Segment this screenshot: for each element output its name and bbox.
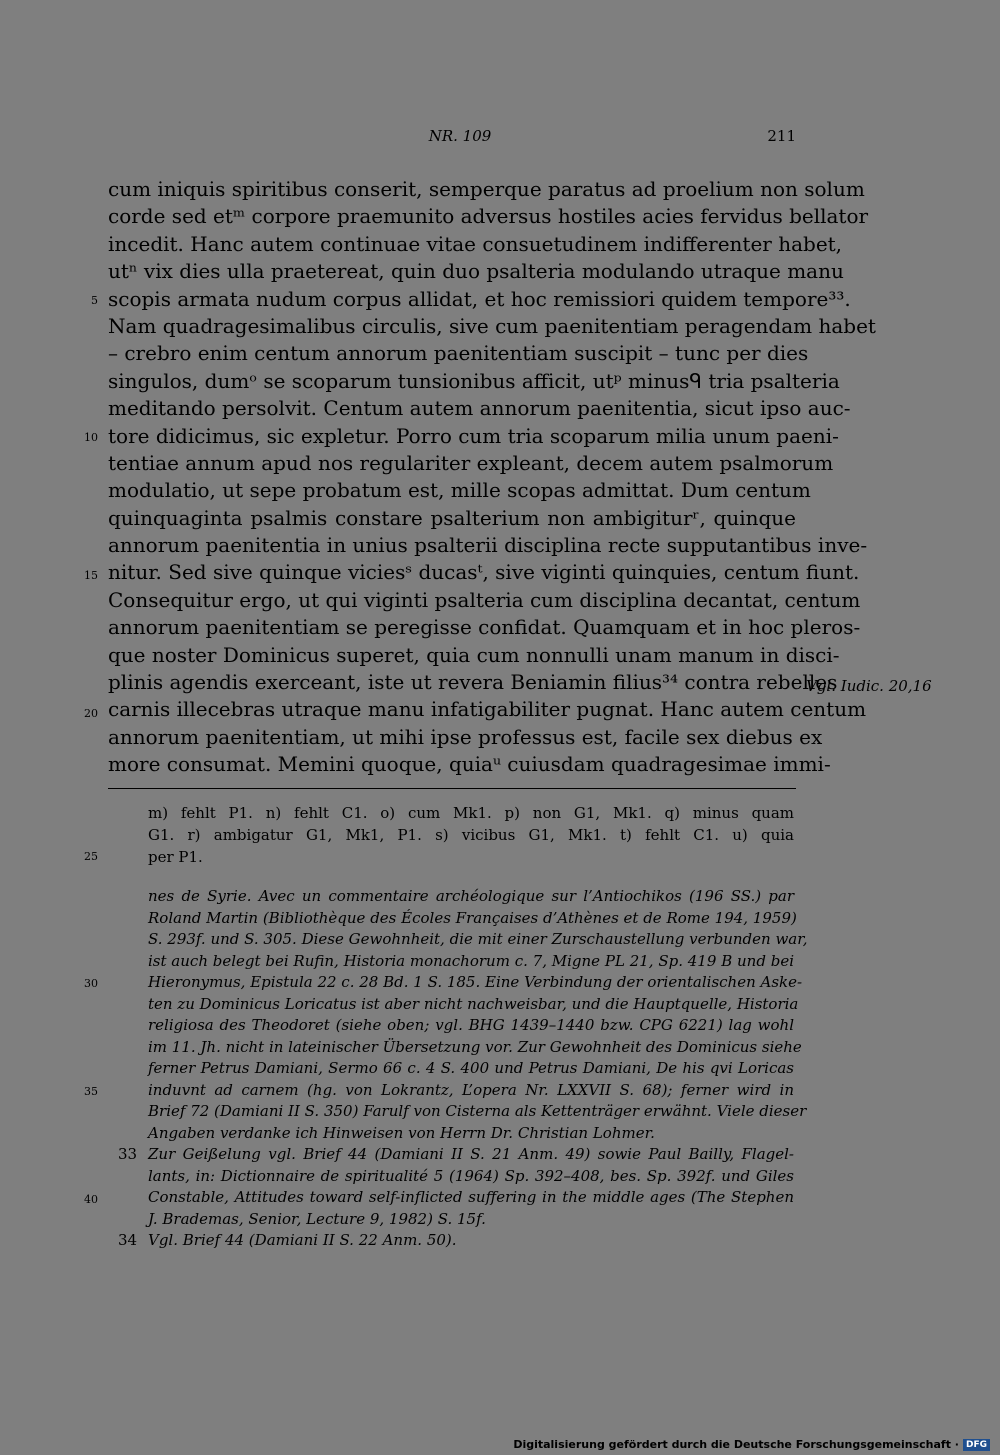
text-line: cum iniquis spiritibus conserit, semperque paratus ad proelium non solum xyxy=(108,177,865,201)
text-line: more consumat. Memini quoque, quiaᵘ cuiusdam quadragesimae immi- xyxy=(108,752,831,777)
note-33 xyxy=(118,1144,794,1166)
text-line: tentiae annum apud nos regulariter expleant, decem autem psalmorum xyxy=(108,450,834,475)
line-number: 30 xyxy=(84,977,98,990)
note-line: im 11. Jh. nicht in lateinischer Übersetzung vor. Zur Gewohnheit des Dominicus siehe xyxy=(148,1037,802,1056)
line-number: 10 xyxy=(84,431,98,444)
apparatus-rule xyxy=(108,788,796,789)
text-line: quinquaginta psalmis constare psalterium non ambigiturʳ, quinque xyxy=(108,505,796,530)
apparatus-line: m) fehlt P1. n) fehlt C1. o) cum Mk1. p) non G1, Mk1. q) minus quam xyxy=(148,804,794,822)
page-number: 211 xyxy=(767,127,796,145)
note-line: Hieronymus, Epistula 22 c. 28 Bd. 1 S. 185. Eine Verbindung der orientalischen Aske- xyxy=(148,973,803,991)
text-line: annorum paenitentiam se peregisse confidat. Quamquam et in hoc pleros- xyxy=(108,615,861,640)
line-number: 20 xyxy=(84,707,98,720)
footnotes xyxy=(118,886,808,1252)
text-line: tore didicimus, sic expletur. Porro cum tria scoparum milia unum paeni- xyxy=(108,423,839,448)
line-number: 40 xyxy=(84,1193,98,1206)
line-number: 5 xyxy=(91,294,98,307)
line-number: 35 xyxy=(84,1085,98,1098)
note-line: ferner Petrus Damiani, Sermo 66 c. 4 S. 400 und Petrus Damiani, De his qvi Loricas xyxy=(148,1059,794,1077)
dfg-logo: DFG xyxy=(963,1439,990,1451)
note-line: Constable, Attitudes toward self-inflicted suffering in the middle ages (The Stephen xyxy=(148,1188,794,1206)
text-line: utⁿ vix dies ulla praetereat, quin duo psalteria modulando utraque manu xyxy=(108,259,844,284)
text-line: que noster Dominicus superet, quia cum nonnulli unam manum in disci- xyxy=(108,642,840,667)
text-line: meditando persolvit. Centum autem annorum paenitentia, sicut ipso auc- xyxy=(108,396,851,421)
note-line: religiosa des Theodoret (siehe oben; vgl. BHG 1439–1440 bzw. CPG 6221) lag wohl xyxy=(148,1016,794,1034)
text-line: incedit. Hanc autem continuae vitae consuetudinem indifferenter habet, xyxy=(108,231,843,256)
line-number: 25 xyxy=(84,850,98,863)
note-text: Vgl. Brief 44 (Damiani II S. 22 Anm. 50). xyxy=(148,1231,457,1249)
text-line: singulos, dumᵒ se scoparum tunsionibus afficit, utᵖ minusᑫ tria psalteria xyxy=(108,368,840,393)
text-line: annorum paenitentia in unius psalterii disciplina recte supputantibus inve- xyxy=(108,533,868,558)
note-number: 34 xyxy=(118,1231,138,1249)
note-line: nes de Syrie. Avec un commentaire archéologique sur l’Antiochikos (196 SS.) par xyxy=(148,887,794,905)
note-line: S. 293f. und S. 305. Diese Gewohnheit, die mit einer Zurschaustellung verbunden war, xyxy=(148,930,808,948)
footer-text: Digitalisierung gefördert durch die Deutsche Forschungsgemeinschaft · xyxy=(513,1438,959,1451)
funding-footer xyxy=(513,1438,990,1451)
note-line: ten zu Dominicus Loricatus ist aber nicht nachweisbar, und die Hauptquelle, Historia xyxy=(148,994,799,1013)
note-line: Angaben verdanke ich Hinweisen von Herrn Dr. Christian Lohmer. xyxy=(148,1123,655,1142)
note-line: J. Brademas, Senior, Lecture 9, 1982) S. 15f. xyxy=(148,1209,486,1228)
text-line: annorum paenitentiam, ut mihi ipse professus est, facile sex diebus ex xyxy=(108,724,823,749)
margin-reference: Vgl. Iudic. 20,16 xyxy=(806,677,932,695)
critical-apparatus xyxy=(148,802,794,868)
apparatus-line: per P1. xyxy=(148,848,203,866)
note-line: ist auch belegt bei Rufin, Historia monachorum c. 7, Migne PL 21, Sp. 419 B und bei xyxy=(148,951,794,970)
note-line: induvnt ad carnem (hg. von Lokrantz, L’opera Nr. LXXVII S. 68); ferner wird in xyxy=(148,1080,794,1099)
line-number: 15 xyxy=(84,569,98,582)
text-line: plinis agendis exerceant, iste ut revera Beniamin filius³⁴ contra rebelles xyxy=(108,670,838,695)
note-text: Zur Geißelung vgl. Brief 44 (Damiani II S. 21 Anm. 49) sowie Paul Bailly, Flagel- xyxy=(148,1145,794,1163)
text-line: carnis illecebras utraque manu infatigabiliter pugnat. Hanc autem centum xyxy=(108,697,867,722)
note-34 xyxy=(118,1230,794,1252)
note-number: 33 xyxy=(118,1145,138,1163)
text-line: modulatio, ut sepe probatum est, mille scopas admittat. Dum centum xyxy=(108,478,811,503)
apparatus-line: G1. r) ambigatur G1, Mk1, P1. s) vicibus G1, Mk1. t) fehlt C1. u) quia xyxy=(148,826,794,844)
note-line: Brief 72 (Damiani II S. 350) Farulf von Cisterna als Kettenträger erwähnt. Viele dieser xyxy=(148,1102,807,1120)
note-line: Roland Martin (Bibliothèque des Écoles Françaises d’Athènes et de Rome 194, 1959) xyxy=(148,908,797,927)
note-line: lants, in: Dictionnaire de spiritualité 5 (1964) Sp. 392–408, bes. Sp. 392f. und Giles xyxy=(148,1166,794,1185)
text-line: corde sed etᵐ corpore praemunito adversus hostiles acies fervidus bellator xyxy=(108,204,869,229)
text-line: – crebro enim centum annorum paenitentiam suscipit – tunc per dies xyxy=(108,341,809,366)
running-title: NR. 109 xyxy=(428,127,492,145)
text-line: Consequitur ergo, ut qui viginti psalteria cum disciplina decantat, centum xyxy=(108,587,861,612)
text-line: Nam quadragesimalibus circulis, sive cum paenitentiam peragendam habet xyxy=(108,313,876,338)
text-line: nitur. Sed sive quinque viciesˢ ducasᵗ, sive viginti quinquies, centum fiunt. xyxy=(108,560,860,585)
text-line: scopis armata nudum corpus allidat, et hoc remissiori quidem tempore³³. xyxy=(108,286,851,311)
